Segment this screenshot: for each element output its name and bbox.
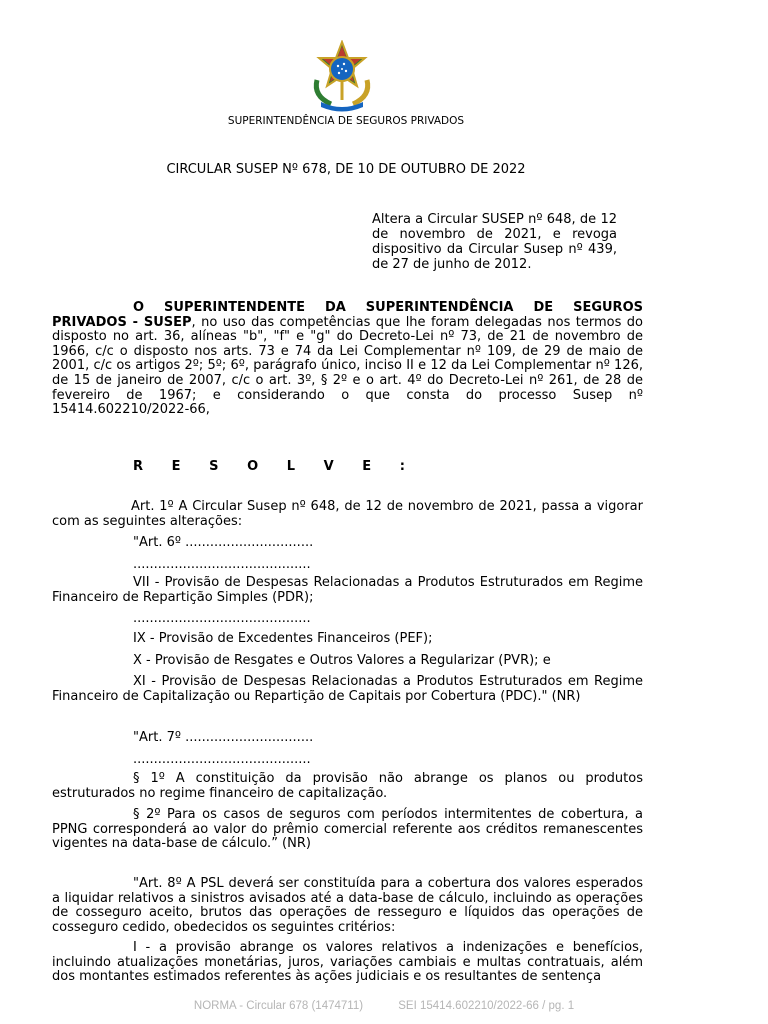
footer-process-page: SEI 15414.602210/2022-66 / pg. 1 bbox=[398, 1000, 575, 1012]
art7-head-text: "Art. 7º ............................... bbox=[133, 730, 314, 745]
resolve-letter: R bbox=[133, 459, 144, 474]
document-title: CIRCULAR SUSEP Nº 678, DE 10 DE OUTUBRO DE 2022 bbox=[166, 162, 526, 177]
paragraph-1 bbox=[52, 772, 643, 801]
preamble-text: , no uso das competências que lhe foram delegadas nos termos do disposto no art. 36, alíneas "b", "f" e "g" do Decreto-Lei nº 73, de 21 de novembro de 1966, c/c o disposto nos arts. 73 e 74 da Lei Complementar nº 109, de 29 de maio de 2001, c/c os artigos 2º; 5º; 6º, parágrafo único, inciso II e 12 da Lei Complementar nº 126, de 15 de janeiro de 2007, c/c o art. 3º, § 2º e o art. 4º do Decreto-Lei nº 261, de 28 de fevereiro de 1967; e considerando o que consta do processo Susep nº 15414.602210/2022-66, bbox=[52, 314, 643, 418]
item-i-text: I - a provisão abrange os valores relativos a indenizações e benefícios, incluindo atualizações monetárias, juros, variações cambiais e multas contratuais, além dos montantes estimados referentes às ações judiciais e os resultantes de sentença bbox=[52, 940, 643, 985]
preamble bbox=[52, 301, 643, 418]
ementa: Altera a Circular SUSEP nº 648, de 12 de novembro de 2021, e revoga dispositivo da Circular Susep nº 439, de 27 de junho de 2012. bbox=[372, 212, 617, 272]
resolve-letter: V bbox=[323, 459, 334, 474]
item-vii-text: VII - Provisão de Despesas Relacionadas a Produtos Estruturados em Regime Financeiro de Repartição Simples (PDR); bbox=[52, 575, 643, 605]
art6-head-text: "Art. 6º ............................... bbox=[133, 535, 314, 550]
paragraph-2 bbox=[52, 808, 643, 852]
art6-head bbox=[52, 536, 643, 551]
resolve-letter: E bbox=[362, 459, 372, 474]
agency-name: SUPERINTENDÊNCIA DE SEGUROS PRIVADOS bbox=[227, 115, 465, 127]
item-vii bbox=[52, 576, 643, 605]
art7-head bbox=[52, 731, 643, 746]
item-x-text: X - Provisão de Resgates e Outros Valores a Regularizar (PVR); e bbox=[133, 653, 551, 668]
dots-line bbox=[52, 753, 643, 768]
art1-text: Art. 1º A Circular Susep nº 648, de 12 de novembro de 2021, passa a vigorar com as seguintes alterações: bbox=[52, 499, 643, 529]
page-footer bbox=[0, 1000, 768, 1012]
resolve-letter: O bbox=[247, 459, 259, 474]
item-ix bbox=[52, 632, 643, 647]
resolve-letter: L bbox=[286, 459, 296, 474]
resolve-heading bbox=[133, 459, 405, 474]
dots-line bbox=[52, 612, 643, 627]
article-1 bbox=[52, 500, 643, 529]
item-ix-text: IX - Provisão de Excedentes Financeiros (PEF); bbox=[133, 631, 433, 646]
paragraph-1-text: § 1º A constituição da provisão não abrange os planos ou produtos estruturados no regime financeiro de capitalização. bbox=[52, 771, 643, 801]
dots-line bbox=[52, 558, 643, 573]
resolve-letter: E bbox=[171, 459, 181, 474]
dots-text: ........................................... bbox=[133, 611, 311, 626]
item-i bbox=[52, 941, 643, 985]
brazil-coat-of-arms-icon bbox=[309, 40, 375, 112]
article-8 bbox=[52, 877, 643, 935]
footer-doc-ref: NORMA - Circular 678 (1474711) bbox=[193, 1000, 364, 1012]
resolve-letter: : bbox=[399, 459, 405, 474]
item-xi-text: XI - Provisão de Despesas Relacionadas a Produtos Estruturados em Regime Financeiro de Capitalização ou Repartição de Capitais por Cobertura (PDC)." (NR) bbox=[52, 674, 643, 704]
preamble-bold-lead: O SUPERINTENDENTE DA SUPERINTENDÊNCIA DE SEGUROS PRIVADOS - SUSEP bbox=[52, 300, 643, 330]
dots-text: ........................................... bbox=[133, 752, 311, 767]
paragraph-2-text: § 2º Para os casos de seguros com períodos intermitentes de cobertura, a PPNG corresponderá ao valor do prêmio comercial referente aos créditos remanescentes vigentes na data-base de cálculo.” (NR) bbox=[52, 807, 643, 852]
art8-text: "Art. 8º A PSL deverá ser constituída para a cobertura dos valores esperados a liquidar relativos a sinistros avisados até a data-base de cálculo, incluindo as operações de cosseguro aceito, brutos das operações de resseguro e líquidos das operações de cosseguro cedido, obedecidos os seguintes critérios: bbox=[52, 876, 643, 935]
resolve-letter: S bbox=[209, 459, 219, 474]
item-x bbox=[52, 654, 643, 669]
dots-text: ........................................... bbox=[133, 557, 311, 572]
item-xi bbox=[52, 675, 643, 704]
